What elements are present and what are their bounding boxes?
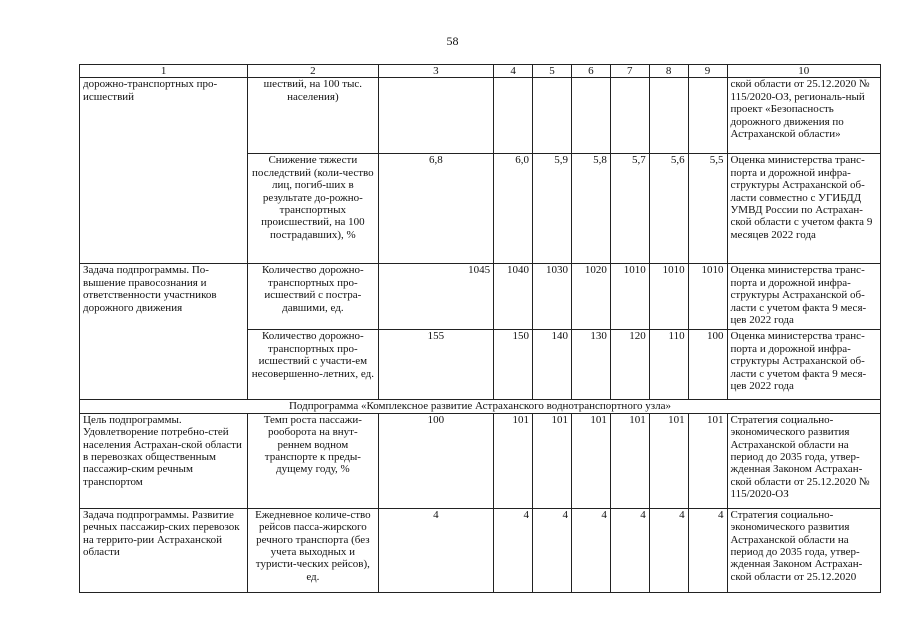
source-cell: Стратегия социально-экономического развития Астраханской области на период до 2035 года, утвер-жденная Законом Астрахан-ской области от 25.12.2020 № 115/2020-ОЗ: [727, 413, 881, 508]
table-row: [80, 264, 881, 330]
value-cell: 101: [610, 413, 649, 508]
value-cell: 4: [533, 508, 572, 592]
column-header: 6: [571, 65, 610, 78]
value-cell: [649, 78, 688, 154]
column-header: 1: [80, 65, 248, 78]
goal-cell: дорожно-транспортных про-исшествий: [80, 78, 248, 154]
column-header: 8: [649, 65, 688, 78]
column-number-row: [80, 65, 881, 78]
value-cell: 150: [494, 330, 533, 400]
value-cell: 4: [378, 508, 494, 592]
value-cell: [571, 78, 610, 154]
indicator-cell: Темп роста пассажи-рооборота на внут-реннем водном транспорте к преды-дущему году, %: [248, 413, 378, 508]
task-cell: Задача подпрограммы. Развитие речных пассажир-ских перевозок на террито-рии Астраханской области: [80, 508, 248, 592]
task-cell: Задача подпрограммы. По-вышение правосознания и ответственности участников дорожного движения: [80, 264, 248, 330]
value-cell: 1020: [571, 264, 610, 330]
value-cell: 1040: [494, 264, 533, 330]
value-cell: 1010: [688, 264, 727, 330]
source-cell: Оценка министерства транс-порта и дорожной инфра-структуры Астраханской об-ласти совместно с УГИБДД УМВД России по Астрахан-ской области с учетом факта 9 месяцев 2022 года: [727, 154, 881, 264]
indicator-cell: Количество дорожно-транспортных про-исшествий с постра-давшими, ед.: [248, 264, 378, 330]
value-cell: 4: [610, 508, 649, 592]
value-cell: 101: [649, 413, 688, 508]
value-cell: 6,0: [494, 154, 533, 264]
subprogram-title: Подпрограмма «Комплексное развитие Астраханского воднотранспортного узла»: [80, 400, 881, 413]
value-cell: [494, 78, 533, 154]
source-cell: Оценка министерства транс-порта и дорожной инфра-структуры Астраханской об-ласти с учетом факта 9 меся-цев 2022 года: [727, 264, 881, 330]
goal-cell: [80, 154, 248, 264]
value-cell: 140: [533, 330, 572, 400]
value-cell: 130: [571, 330, 610, 400]
indicator-cell: Количество дорожно-транспортных про-исшествий с участи-ем несовершенно-летних, ед.: [248, 330, 378, 400]
value-cell: 101: [494, 413, 533, 508]
column-header: 2: [248, 65, 378, 78]
value-cell: 1030: [533, 264, 572, 330]
column-header: 7: [610, 65, 649, 78]
source-cell: Стратегия социально-экономического развития Астраханской области на период до 2035 года, утвер-жденная Законом Астрахан-ской области от 25.12.2020: [727, 508, 881, 592]
value-cell: 1045: [378, 264, 494, 330]
value-cell: 110: [649, 330, 688, 400]
indicators-table: [79, 64, 881, 593]
value-cell: 4: [571, 508, 610, 592]
value-cell: [610, 78, 649, 154]
column-header: 5: [533, 65, 572, 78]
value-cell: 100: [378, 413, 494, 508]
table-row: [80, 154, 881, 264]
value-cell: 155: [378, 330, 494, 400]
table-row: [80, 78, 881, 154]
value-cell: 4: [649, 508, 688, 592]
value-cell: 1010: [610, 264, 649, 330]
value-cell: 101: [688, 413, 727, 508]
value-cell: 5,7: [610, 154, 649, 264]
value-cell: [533, 78, 572, 154]
table-row: [80, 413, 881, 508]
task-cell: [80, 330, 248, 400]
indicator-cell: шествий, на 100 тыс. населения): [248, 78, 378, 154]
value-cell: 101: [571, 413, 610, 508]
value-cell: 1010: [649, 264, 688, 330]
value-cell: 4: [688, 508, 727, 592]
column-header: 9: [688, 65, 727, 78]
value-cell: 4: [494, 508, 533, 592]
source-cell: Оценка министерства транс-порта и дорожной инфра-структуры Астраханской об-ласти с учетом факта 9 меся-цев 2022 года: [727, 330, 881, 400]
value-cell: 5,8: [571, 154, 610, 264]
value-cell: 100: [688, 330, 727, 400]
column-header: 10: [727, 65, 881, 78]
table-row: [80, 330, 881, 400]
value-cell: 5,5: [688, 154, 727, 264]
value-cell: 5,6: [649, 154, 688, 264]
column-header: 4: [494, 65, 533, 78]
indicator-cell: Ежедневное количе-ство рейсов пасса-жирского речного транспорта (без учета выходных и туристи-ческих рейсов), ед.: [248, 508, 378, 592]
value-cell: [688, 78, 727, 154]
value-cell: 120: [610, 330, 649, 400]
value-cell: [378, 78, 494, 154]
value-cell: 5,9: [533, 154, 572, 264]
subprogram-row: [80, 400, 881, 413]
value-cell: 101: [533, 413, 572, 508]
indicator-cell: Снижение тяжести последствий (коли-чество лиц, погиб-ших в результате до-рожно-транспортных происшествий, на 100 пострадавших), %: [248, 154, 378, 264]
source-cell: ской области от 25.12.2020 № 115/2020-ОЗ, региональ-ный проект «Безопасность дорожного движения по Астраханской области»: [727, 78, 881, 154]
page-number: 58: [446, 34, 459, 48]
value-cell: 6,8: [378, 154, 494, 264]
table-row: [80, 508, 881, 592]
goal-cell: Цель подпрограммы. Удовлетворение потребно-стей населения Астрахан-ской области в перевозках общественным пассажир-ским речным транспортом: [80, 413, 248, 508]
column-header: 3: [378, 65, 494, 78]
